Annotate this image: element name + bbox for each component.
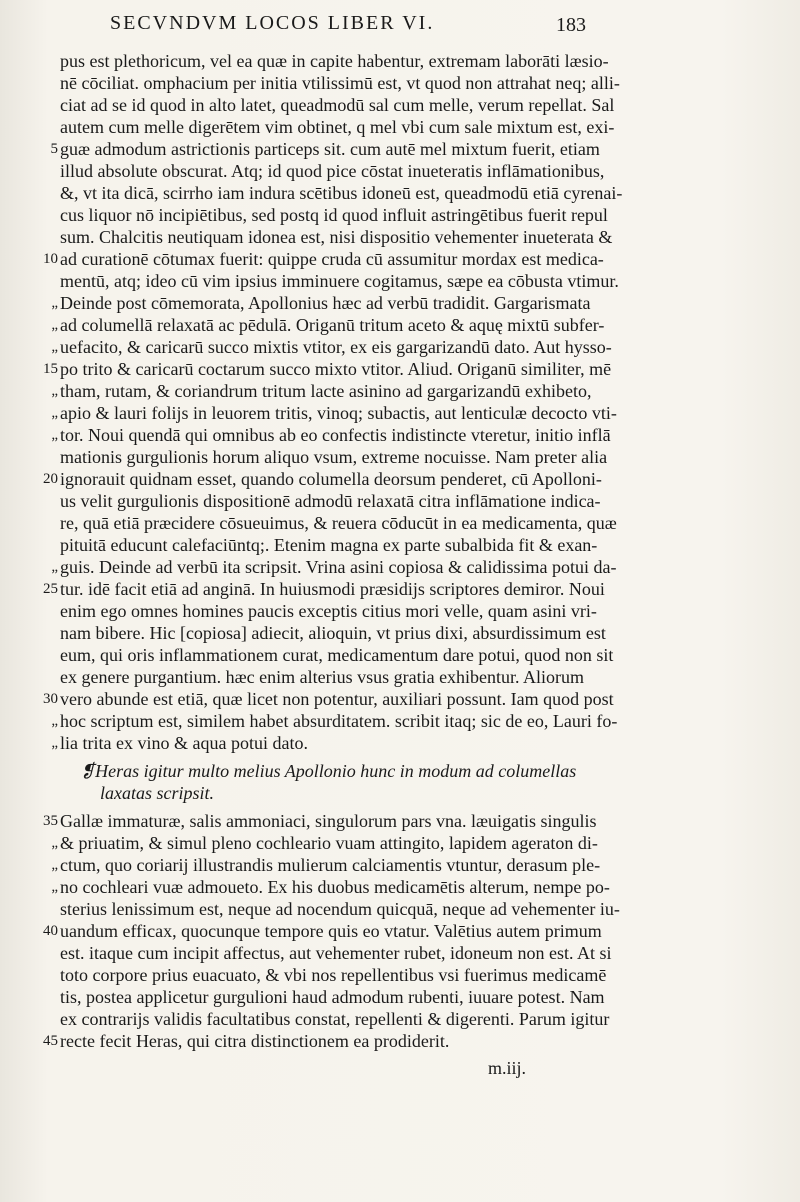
line-text: toto corpore prius euacuato, & vbi nos repellentibus vsi fuerimus medicamē: [60, 965, 607, 985]
text-line: [40, 182, 623, 204]
line-text: mentū, atq; ideo cū vim ipsius imminuere cogitamus, sæpe ea cōbusta vtimur.: [60, 271, 619, 291]
line-text: uandum efficax, quocunque tempore quis eo vtatur. Valētius autem primum: [60, 921, 602, 941]
line-text: vero abunde est etiā, quæ licet non potentur, auxiliari possunt. Iam quod post: [60, 689, 614, 709]
line-marker: „: [51, 317, 58, 333]
line-marker: „: [51, 559, 58, 575]
line-text: Gallæ immaturæ, salis ammoniaci, singulorum pars vna. læuigatis singulis: [60, 811, 597, 831]
italic-text: laxatas scripsit.: [100, 783, 215, 803]
line-marker: „: [51, 857, 58, 873]
text-line: [40, 512, 617, 534]
line-marker: 30: [43, 691, 58, 707]
text-line: [40, 710, 618, 732]
line-text: sterius lenissimum est, neque ad nocendum quicquā, neque ad vehementer iu-: [60, 899, 620, 919]
italic-text: ❡Heras igitur multo melius Apollonio hunc in modum ad columellas: [80, 761, 577, 781]
text-line: [40, 72, 620, 94]
line-text: nam bibere. Hic [copiosa] adiecit, alioquin, vt prius dixi, absurdissimum est: [60, 623, 606, 643]
line-text: po trito & caricarū coctarum succo mixto vtitor. Aliud. Origanū similiter, mē: [60, 359, 612, 379]
line-text: hoc scriptum est, similem habet absurditatem. scribit itaq; sic de eo, Lauri fo-: [60, 711, 618, 731]
text-line: [40, 490, 600, 512]
line-text: nē cōciliat. omphacium per initia vtilissimū est, vt quod non attrahat neq; alli-: [60, 73, 620, 93]
line-text: lia trita ex vino & aqua potui dato.: [60, 733, 308, 753]
text-line: [40, 876, 610, 898]
line-marker: 45: [43, 1033, 58, 1049]
text-line: [40, 832, 600, 854]
line-marker: „: [51, 295, 58, 311]
text-line: [40, 600, 600, 622]
line-text: sum. Chalcitis neutiquam idonea est, nisi dispositio vehementer inueterata &: [60, 227, 613, 247]
line-text: ad curationē cōtumax fuerit: quippe cruda cū assumitur mordax est medica-: [60, 249, 604, 269]
line-text: guæ admodum astrictionis particeps sit. cum autē mel mixtum fuerit, etiam: [60, 139, 600, 159]
text-line: [40, 556, 617, 578]
line-marker: 35: [43, 813, 58, 829]
text-line: [40, 920, 600, 942]
line-marker: „: [51, 383, 58, 399]
text-line: [40, 644, 614, 666]
line-text: eum, qui oris inflammationem curat, medicamentum dare potui, quod non sit: [60, 645, 614, 665]
line-marker: „: [51, 427, 58, 443]
line-text: ignorauit quidnam esset, quando columella deorsum penderet, cū Apolloni-: [60, 469, 602, 489]
line-text: &, vt ita dicā, scirrho iam indura scētibus idoneū est, queadmodū etiā cyrenai-: [60, 183, 623, 203]
text-line: [40, 666, 600, 688]
line-text: pus est plethoricum, vel ea quæ in capite habentur, extremam laborāti læsio-: [60, 51, 609, 71]
line-text: re, quā etiā præcidere cōsueuimus, & reuera cōducūt in ea medicamenta, quæ: [60, 513, 617, 533]
text-line: [40, 622, 606, 644]
text-line: [40, 358, 612, 380]
text-line: [40, 446, 608, 468]
text-body: [40, 50, 623, 1052]
signature-mark: m.iij.: [488, 1058, 527, 1078]
text-line: [40, 50, 609, 72]
line-text: no cochleari vuæ admoueto. Ex his duobus medicamētis alterum, nempe po-: [60, 877, 610, 897]
text-line: [40, 380, 600, 402]
line-marker: „: [51, 339, 58, 355]
text-line: [40, 226, 613, 248]
line-text: ex contrarijs validis facultatibus constat, repellenti & digerenti. Parum igitur: [60, 1009, 610, 1029]
line-marker: 40: [43, 923, 58, 939]
line-marker: 20: [43, 471, 58, 487]
text-line: [40, 578, 605, 600]
text-line: [40, 810, 600, 832]
line-marker: 15: [43, 361, 58, 377]
text-line: [40, 732, 600, 754]
text-line: [40, 942, 612, 964]
line-text: uefacito, & caricarū succo mixtis vtitor, ex eis gargarizandū dato. Aut hysso-: [60, 337, 612, 357]
line-text: pituitā educunt calefaciūntq;. Etenim magna ex parte subalbida fit & exan-: [60, 535, 598, 555]
text-line: [40, 336, 612, 358]
text-line: [40, 204, 608, 226]
text-line: [40, 424, 611, 446]
text-line: [40, 854, 600, 876]
text-line: [40, 160, 605, 182]
running-head: SECVNDVM LOCOS LIBER VI.: [110, 12, 435, 34]
line-text: tur. idē facit etiā ad anginā. In huiusmodi præsidijs scriptores demiror. Noui: [60, 579, 605, 599]
text-line: [40, 314, 605, 336]
text-line: [40, 402, 617, 424]
line-text: mationis gurgulionis horum aliquo vsum, extreme nocuisse. Nam preter alia: [60, 447, 608, 467]
line-text: & priuatim, & simul pleno cochleario vuam attingito, lapidem ageraton di-: [60, 833, 598, 853]
line-text: est. itaque cum incipit affectus, aut vehementer rubet, idoneum non est. At si: [60, 943, 612, 963]
text-line: [40, 248, 604, 270]
text-line: [40, 534, 600, 556]
text-line: [40, 292, 600, 314]
line-marker: „: [51, 735, 58, 751]
line-marker: „: [51, 405, 58, 421]
line-text: tor. Noui quendā qui omnibus ab eo confectis indistincte vteretur, initio inflā: [60, 425, 611, 445]
text-line: [40, 964, 607, 986]
line-text: illud absolute obscurat. Atq; id quod pice cōstat inueteratis inflāmationibus,: [60, 161, 605, 181]
italic-line: [40, 760, 600, 782]
text-line: [40, 138, 600, 160]
line-text: ciat ad se id quod in alto latet, queadmodū sal cum melle, verum repellat. Sal: [60, 95, 615, 115]
line-text: cus liquor nō incipiētibus, sed postq id quod influit astringētibus fuerit repul: [60, 205, 608, 225]
line-text: Deinde post cōmemorata, Apollonius hæc ad verbū tradidit. Gargarismata: [60, 293, 591, 313]
line-marker: 5: [50, 141, 58, 157]
text-line: [40, 898, 620, 920]
text-line: [40, 688, 614, 710]
line-text: ctum, quo coriarij illustrandis mulierum calciamentis vtuntur, derasum ple-: [60, 855, 601, 875]
line-text: tis, postea applicetur gurgulioni haud admodum rubenti, iuuare potest. Nam: [60, 987, 605, 1007]
line-marker: 10: [43, 251, 58, 267]
line-text: us velit gurgulionis dispositionē admodū relaxatā citra inflāmatione indica-: [60, 491, 601, 511]
line-marker: „: [51, 835, 58, 851]
line-marker: 25: [43, 581, 58, 597]
line-text: recte fecit Heras, qui citra distinctionem ea prodiderit.: [60, 1031, 450, 1051]
text-line: [40, 270, 619, 292]
line-text: enim ego omnes homines paucis exceptis citius mori velle, quam asini vri-: [60, 601, 597, 621]
italic-heading-block: [40, 760, 600, 804]
line-text: guis. Deinde ad verbū ita scripsit. Vrina asini copiosa & calidissima potui da-: [60, 557, 617, 577]
text-line: [40, 986, 605, 1008]
text-line: [40, 1030, 600, 1052]
line-text: apio & lauri folijs in leuorem tritis, vinoq; subactis, aut lenticulæ decocto vti-: [60, 403, 617, 423]
line-text: tham, rutam, & coriandrum tritum lacte asinino ad gargarizandū exhibeto,: [60, 381, 592, 401]
page-number: 183: [556, 14, 586, 36]
text-line: [40, 94, 615, 116]
italic-line: [40, 782, 600, 804]
line-text: ad columellā relaxatā ac pēdulā. Origanū tritum aceto & aquę mixtū subfer-: [60, 315, 605, 335]
line-marker: „: [51, 713, 58, 729]
line-marker: „: [51, 879, 58, 895]
line-text: autem cum melle digerētem vim obtinet, q mel vbi cum sale mixtum est, exi-: [60, 117, 615, 137]
text-line: [40, 1008, 610, 1030]
text-line: [40, 116, 615, 138]
line-text: ex genere purgantium. hæc enim alterius vsus gratia exhibentur. Aliorum: [60, 667, 585, 687]
text-line: [40, 468, 600, 490]
